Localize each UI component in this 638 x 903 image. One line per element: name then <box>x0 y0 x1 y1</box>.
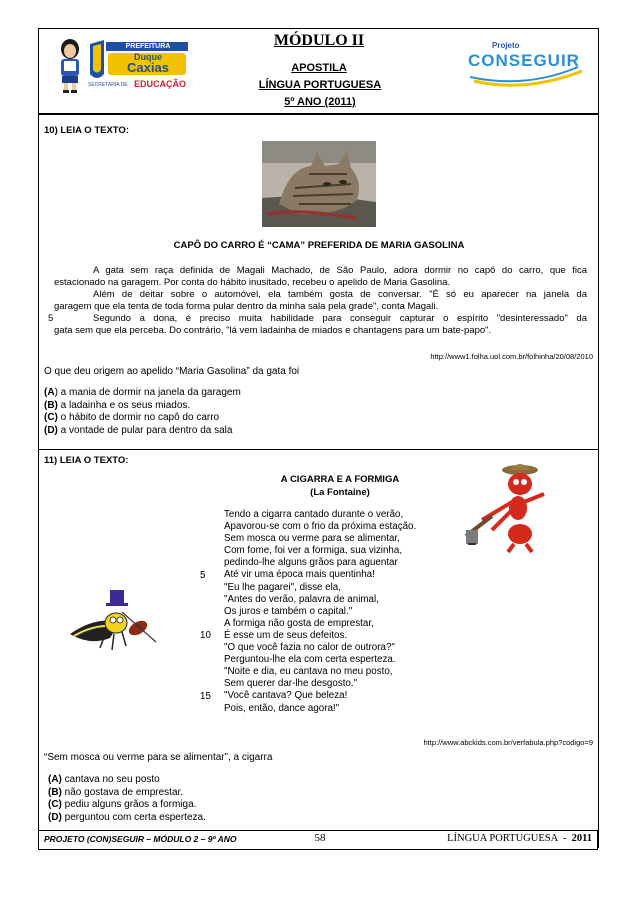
q11-question: “Sem mosca ou verme para se alimentar”, a cigarra <box>44 752 273 763</box>
poem-line: Sem querer dar-lhe desgosto." <box>224 678 358 690</box>
q10-option-a-letter: (A <box>44 387 55 398</box>
poem-line: "Noite e dia, eu cantava no meu posto, <box>224 666 393 678</box>
poem-line: Tendo a cigarra cantado durante o verão, <box>224 509 404 520</box>
logo-prefeitura-text: PREFEITURA <box>125 43 171 50</box>
q10-question: O que deu origem ao apelido “Maria Gasolina” da gata foi <box>44 366 300 377</box>
poem-line: Perguntou-lhe ela com certa esperteza. <box>224 654 396 666</box>
ant-illustration <box>462 458 552 554</box>
logo-caxias-text: Caxias <box>127 60 169 75</box>
poem-line: Até vir uma época mais quentinha! <box>224 569 375 581</box>
subject-title: LÍNGUA PORTUGUESA <box>258 79 382 91</box>
footer-page-number: 58 <box>314 832 326 844</box>
q11-option-c-text: pediu alguns grãos a formiga. <box>64 799 197 810</box>
q10-line-6: gata sem que ela perceba. Do contrário, "lá vem ladainha de miados e chantagens para um bate-papo". <box>54 325 492 336</box>
q10-option-d-text: a vontade de pular para dentro da sala <box>57 424 233 436</box>
q11-option-a-text: cantava no seu posto <box>64 774 160 785</box>
footer-left: PROJETO (CON)SEGUIR – MÓDULO 2 – 9º ANO <box>44 834 237 844</box>
q11-option-a-letter: (A) <box>48 774 62 785</box>
q11-option-d-text: perguntou com certa esperteza. <box>64 811 206 823</box>
q11-label: 11) LEIA O TEXTO: <box>44 455 129 466</box>
poem-line: Pois, então, dance agora!" <box>224 702 340 714</box>
q10-label: 10) LEIA O TEXTO: <box>44 125 129 136</box>
logo-projeto-text: Projeto <box>492 41 520 50</box>
q10-source: http://www1.folha.uol.com.br/folhinha/20/08/2010 <box>430 352 593 361</box>
q11-option-c-letter: (C) <box>48 799 62 810</box>
q10-line-3: Além de deitar sobre o automóvel, ela também gosta de conversar. "É só eu aparecer na janela da <box>93 289 587 300</box>
poem-title: A CIGARRA E A FORMIGA <box>280 474 400 485</box>
q10-option-c[interactable] <box>44 412 219 425</box>
poem-line: pedindo-lhe alguns grãos para aguentar <box>224 557 398 569</box>
poem-author: (La Fontaine) <box>310 487 370 498</box>
q10-line-1: A gata sem raça definida de Magali Machado, de São Paulo, adora dormir no capô do carro, que fica <box>93 265 587 276</box>
grade-title: 5º ANO (2011) <box>284 96 356 108</box>
q10-line-number: 5 <box>48 313 54 324</box>
poem-line: Os juros e também o capital." <box>224 605 353 617</box>
footer-year: 2011 <box>571 833 592 844</box>
poem-line-number-15: 15 <box>200 690 211 702</box>
q10-option-a[interactable] <box>44 387 241 400</box>
poem-line: Sem mosca ou verme para se alimentar, <box>224 533 400 545</box>
logo-educacao-text: EDUCAÇÃO <box>134 79 187 89</box>
prefeitura-logo <box>86 38 190 96</box>
q11-option-b-letter: (B) <box>48 786 62 798</box>
q10-line-4: garagem que ela tenta de toda forma pular dentro da minha sala pela grade", conta Magali. <box>54 301 439 312</box>
q10-option-a-text: a mania de dormir na janela da garagem <box>57 387 241 398</box>
q10-text-title: CAPÔ DO CARRO É “CAMA” PREFERIDA DE MARIA GASOLINA <box>173 240 465 251</box>
poem-line: "Você cantava? Que beleza! <box>224 690 348 702</box>
module-title: MÓDULO II <box>273 32 365 49</box>
page-frame-top <box>38 28 598 29</box>
q10-option-a-close: ) <box>54 387 58 398</box>
logo-secretaria-text: SECRETARIA DE <box>88 82 128 88</box>
q10-option-b[interactable] <box>44 400 190 413</box>
section-divider <box>38 449 598 450</box>
header-divider <box>38 113 598 115</box>
poem-line: Com fome, foi ver a formiga, sua vizinha, <box>224 545 403 557</box>
student-figure-icon <box>55 38 85 94</box>
q11-option-b-text: não gostava de emprestar. <box>64 786 184 798</box>
poem-line: A formiga não gosta de emprestar, <box>224 617 374 629</box>
poem-line: É esse um de seus defeitos. <box>224 629 348 641</box>
q10-line-5: Segundo a dona, é preciso muita habilidade para conseguir capturar o espírito "desinteressado" da <box>93 313 587 324</box>
logo-duque-text: Duque <box>134 52 162 62</box>
poem-line: "Antes do verão, palavra de animal, <box>224 593 379 605</box>
q10-option-c-text: o hábito de dormir no capô do carro <box>57 412 220 423</box>
footer-right <box>400 832 592 845</box>
cicada-violin-illustration <box>66 590 162 656</box>
poem-body <box>224 509 416 715</box>
logo-conseguir-text: CONSEGUIR <box>468 51 580 70</box>
poem-line-number-10: 10 <box>200 630 211 641</box>
q10-option-b-letter: (B) <box>44 399 58 411</box>
poem-line-number-5: 5 <box>200 569 206 581</box>
q10-option-b-text: a ladainha e os seus miados. <box>57 399 191 411</box>
q11-option-d[interactable] <box>48 812 206 825</box>
conseguir-logo <box>466 37 586 87</box>
q10-option-d-letter: (D) <box>44 424 58 436</box>
q11-option-b[interactable] <box>48 787 183 800</box>
q10-option-c-letter: (C) <box>44 412 58 423</box>
q10-line-2: estacionado na garagem. Por conta do hábito inusitado, recebeu o apelido de Maria Gasolina. <box>54 277 451 288</box>
q11-option-c[interactable] <box>48 799 196 812</box>
poem-line: Apavorou-se com o frio da próxima estação. <box>224 521 417 533</box>
poem-line: "O que você fazia no calor de outrora?" <box>224 642 395 654</box>
q11-option-a[interactable] <box>48 774 160 787</box>
cat-photo <box>259 138 379 230</box>
page-frame-right <box>598 28 599 848</box>
page-frame-left <box>38 28 39 848</box>
q11-option-d-letter: (D) <box>48 811 62 823</box>
apostila-title: APOSTILA <box>291 62 347 74</box>
poem-line: "Eu lhe pagarei", disse ela, <box>224 581 341 593</box>
q11-source: http://www.abckids.com.br/verfabula.php?codigo=9 <box>423 738 593 747</box>
q10-option-d[interactable] <box>44 425 232 438</box>
footer-subject: LÍNGUA PORTUGUESA - <box>447 833 572 844</box>
